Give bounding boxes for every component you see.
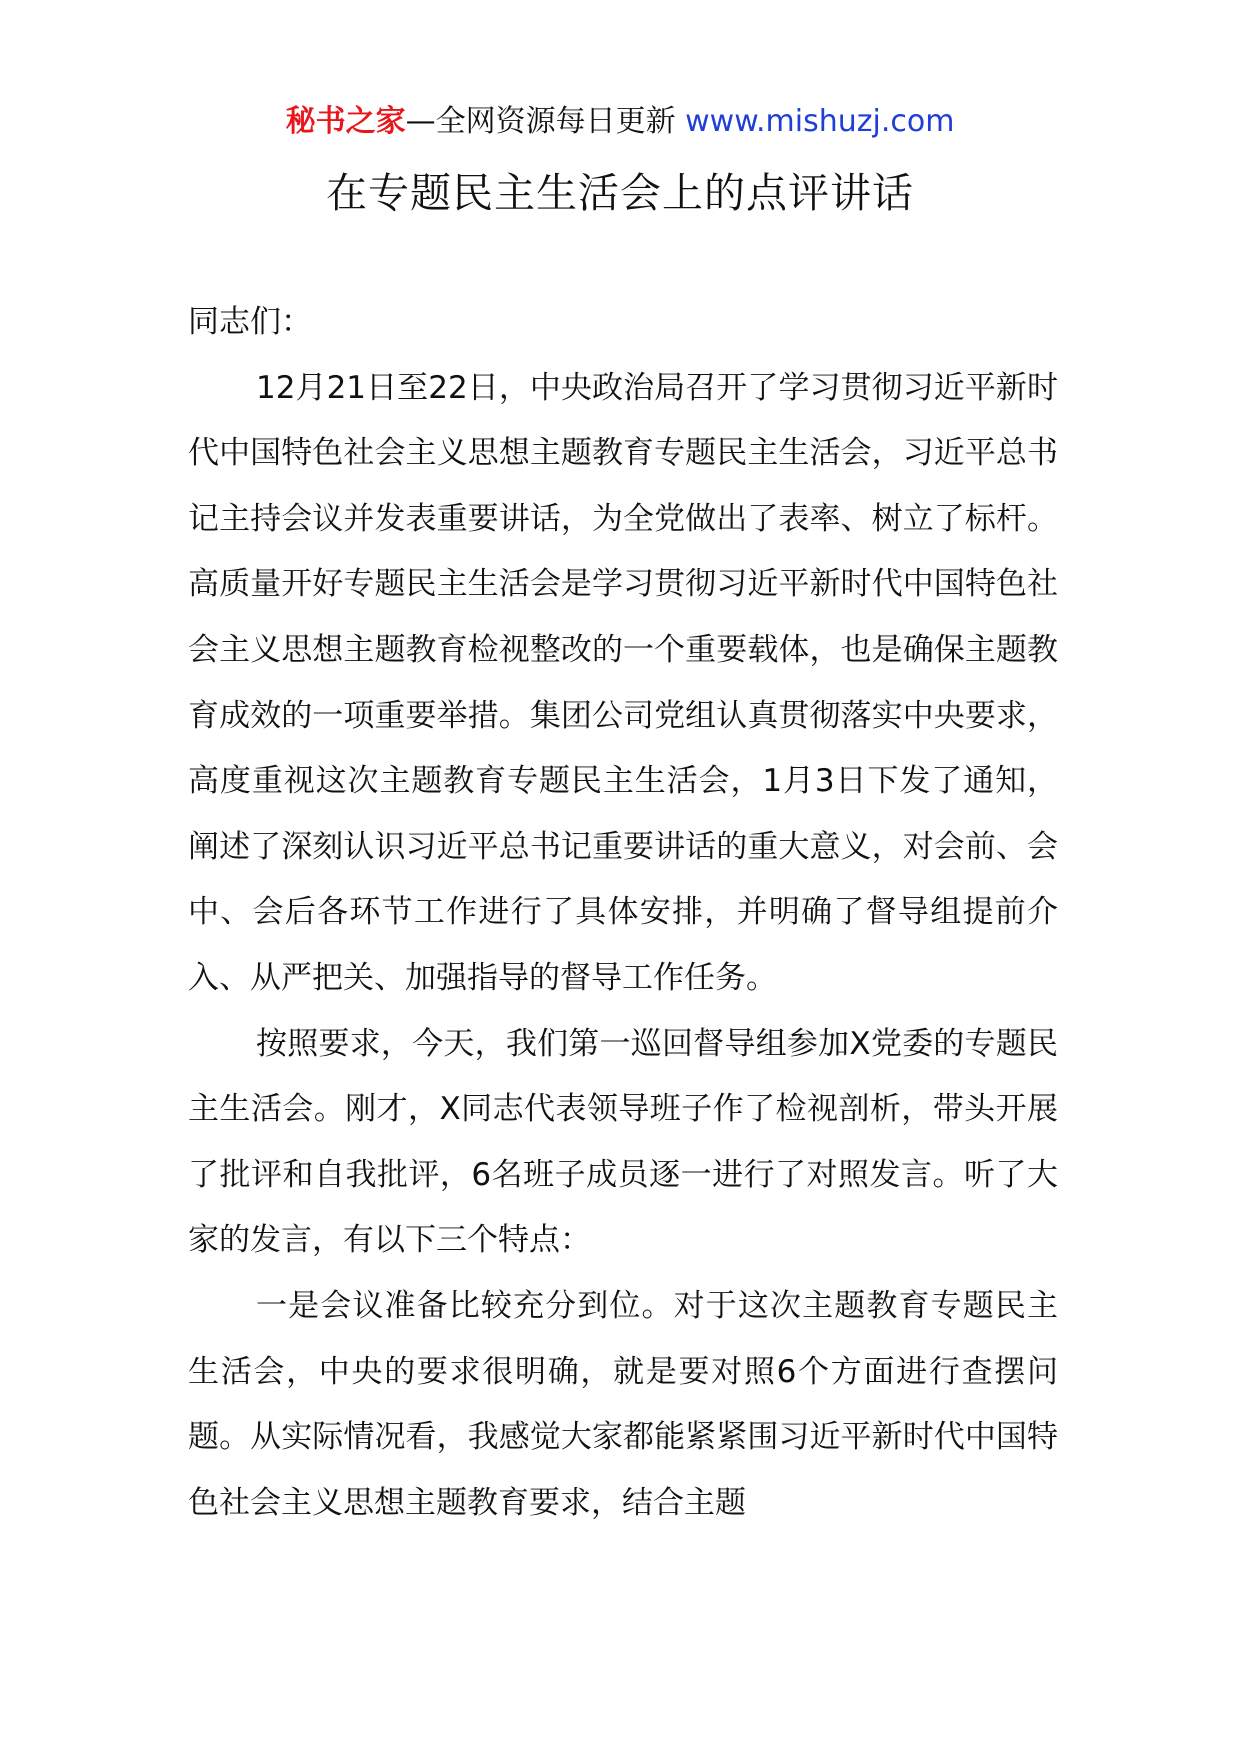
body-paragraph: 12月21日至22日，中央政治局召开了学习贯彻习近平新时代中国特色社会主义思想主题教育专题民主生活会，习近平总书记主持会议并发表重要讲话，为全党做出了表率、树立了标杆。高质量开好专题民主生活会是学习贯彻习近平新时代中国特色社会主义思想主题教育检视整改的一个重要载体，也是确保主题教育成效的一项重要举措。集团公司党组认真贯彻落实中央要求，高度重视这次主题教育专题民主生活会，1月3日下发了通知，阐述了深刻认识习近平总书记重要讲话的重大意义，对会前、会中、会后各环节工作进行了具体安排，并明确了督导组提前介入、从严把关、加强指导的督导工作任务。 xyxy=(188,369,1058,996)
body-paragraph: 按照要求，今天，我们第一巡回督导组参加X党委的专题民主生活会。刚才，X同志代表领导班子作了检视剖析，带头开展了批评和自我批评，6名班子成员逐一进行了对照发言。听了大家的发言，有以下三个特点： xyxy=(188,1025,1058,1259)
salutation: 同志们： xyxy=(188,304,312,340)
document-title: 在专题民主生活会上的点评讲话 xyxy=(326,169,914,217)
site-url-link[interactable]: www.mishuzj.com xyxy=(685,104,955,139)
site-banner xyxy=(0,100,1240,144)
banner-slogan: —全网资源每日更新 xyxy=(405,104,676,139)
body-paragraph: 一是会议准备比较充分到位。对于这次主题教育专题民主生活会，中央的要求很明确，就是要对照6个方面进行查摆问题。从实际情况看，我感觉大家都能紧紧围习近平新时代中国特色社会主义思想主题教育要求，结合主题 xyxy=(188,1287,1058,1521)
brand-name: 秘书之家 xyxy=(285,104,406,139)
document-body xyxy=(188,290,1058,1536)
